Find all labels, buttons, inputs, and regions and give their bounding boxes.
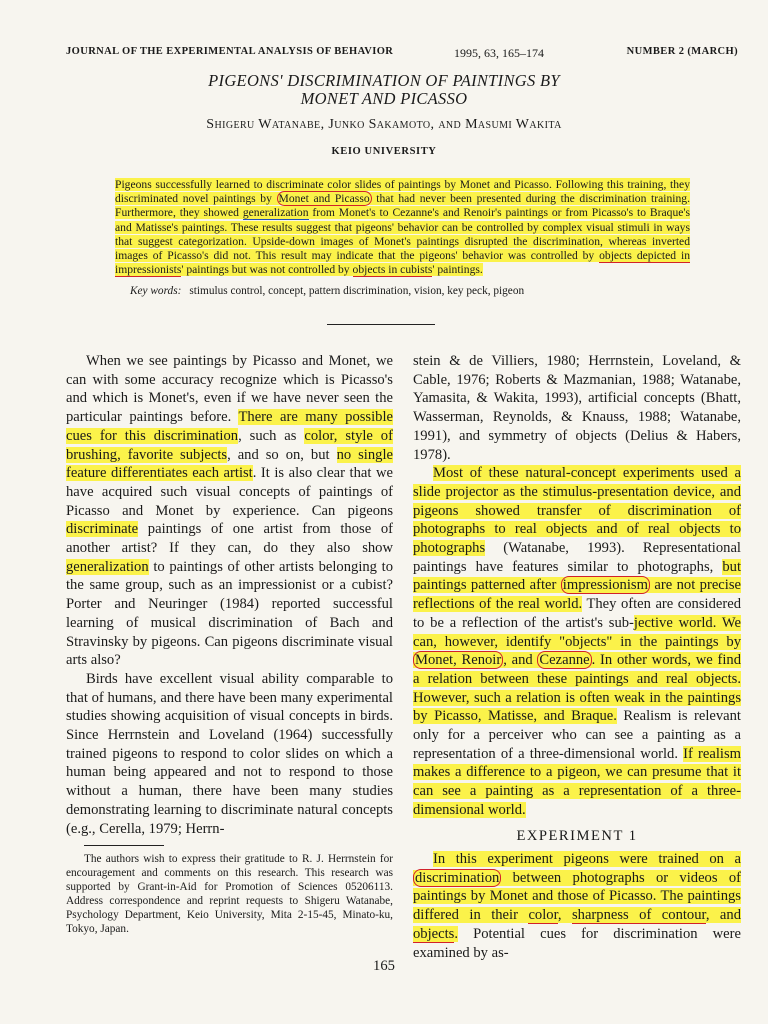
keywords-list: stimulus control, concept, pattern discrimination, vision, key peck, pigeon <box>189 285 525 297</box>
annotation-underline: sharpness of contour <box>571 907 706 924</box>
paragraph: In this experiment pigeons were trained on a discrimination between photographs or videos of paintings by Monet and those of Picasso. The paintings differed in their color, sharpness of contour, and objects. Potential cues for discrimination were examined by as- <box>413 851 742 961</box>
section-heading: EXPERIMENT 1 <box>516 828 638 844</box>
paragraph: Birds have excellent visual ability comparable to that of humans, and there have been many experimental studies showing acquisition of visual concepts in birds. Since Herrnstein and Loveland (1964) successfully trained pigeons to respond to color slides on which a human being appeared and not to respond to those without a human, there have been many studies demonstrating learning to discriminate natural concepts (e.g., Cerella, 1979; Herrn- <box>66 670 393 837</box>
keywords <box>130 285 690 297</box>
left-column <box>66 352 393 838</box>
abstract-annotation-circle: Monet and Picasso <box>278 192 370 206</box>
affiliation: KEIO UNIVERSITY <box>331 146 437 157</box>
annotation-underline: color <box>528 907 558 924</box>
abstract-annotation-underline: objects in cubists <box>352 263 433 277</box>
annotation-circle: Monet, Renoir <box>415 652 502 669</box>
annotation-circle: Cezanne <box>539 652 590 669</box>
abstract: Pigeons successfully learned to discriminate color slides of paintings by Monet and Picasso. Following this training, they discriminated novel paintings by Monet and Picasso that had never been presented during the discrimination training. Furthermore, they showed generalization from Monet's to Cezanne's and Renoir's paintings or from Picasso's to Braque's and Matisse's paintings. These results suggest that pigeons' behavior can be controlled by complex visual stimuli in ways that suggest categorization. Upside-down images of Monet's paintings disrupted the discrimination, whereas inverted images of Picasso's did not. This result may indicate that the pigeons' behavior was controlled by objects depicted in impressionists' paintings but was not controlled by objects in cubists' paintings. <box>115 178 691 277</box>
authors: Shigeru Watanabe, Junko Sakamoto, and Masumi Wakita <box>206 117 562 132</box>
title-line-1: PIGEONS' DISCRIMINATION OF PAINTINGS BY <box>208 71 560 90</box>
journal-name: JOURNAL OF THE EXPERIMENTAL ANALYSIS OF BEHAVIOR <box>66 46 394 57</box>
footnote: The authors wish to express their gratitude to R. J. Herrnstein for encouragement and comments on this research. This research was supported by Grant-in-Aid for Promotion of Sciences 05206113. Address correspondence and reprint requests to Shigeru Watanabe, Psychology Department, Keio University, Mita 2-15-45, Minato-ku, Tokyo, Japan. <box>66 853 393 935</box>
title-line-2: MONET AND PICASSO <box>300 89 468 108</box>
footnote-divider <box>84 845 164 846</box>
issue-number: NUMBER 2 (MARCH) <box>626 46 738 57</box>
running-header <box>66 46 738 62</box>
section-divider <box>327 324 435 325</box>
annotation-underline: objects <box>413 925 455 942</box>
experiment-paragraph <box>413 850 741 962</box>
paragraph: When we see paintings by Picasso and Monet, we can with some accuracy recognize which is Picasso's and which is Monet's, even if we have never seen the particular paintings before. There are many possible cues for this discrimination, such as color, style of brushing, favorite subjects, and so on, but no single feature differentiates each artist. It is also clear that we have acquired such visual concepts of paintings of Picasso and Monet by experience. Can pigeons discriminate paintings of one artist from those of another artist? If they can, do they also show generalization to paintings of other artists belonging to the same group, such as an impressionist or a cubist? Porter and Neuringer (1984) reported successful learning of musical discrimination of Bach and Stravinsky by pigeons. Can pigeons discriminate visual arts also? <box>66 353 393 669</box>
abstract-annotation-underline: objects depicted in impressionists <box>115 249 690 277</box>
paragraph: Most of these natural-concept experiments used a slide projector as the stimulus-presentation device, and pigeons showed transfer of discrimination of photographs to real objects and of real objects to photographs (Watanabe, 1993). Representational paintings have features similar to photographs, but paintings patterned after impressionism are not precise reflections of the real world. They often are considered to be a reflection of the artist's sub-jective world. We can, however, identify "objects" in the paintings by Monet, Renoir , and Cezanne . In other words, we find a relation between these paintings and real objects. However, such a relation is often weak in the paintings by Picasso, Matisse, and Braque. Realism is relevant only for a perceiver who can see a painting as a representation of a three-dimensional world. If realism makes a difference to a pigeon, we can presume that it can see a painting as a representation of a three-dimensional world. <box>413 465 741 818</box>
page-number: 165 <box>373 958 395 974</box>
article-title <box>0 72 768 108</box>
paragraph: stein & de Villiers, 1980; Herrnstein, Loveland, & Cable, 1976; Roberts & Mazmanian, 1988; Watanabe, Yamasita, & Wakita, 1993), artificial concepts (Bhatt, Wasserman, Reynolds, & Knauss, 1988; Watanabe, 1991), and symmetry of objects (Delius & Habers, 1978). <box>413 353 741 463</box>
annotation-circle: discrimination <box>415 869 500 886</box>
annotation-circle: impressionism <box>562 577 648 594</box>
keywords-label: Key words: <box>130 285 182 297</box>
year-volume-pages: 1995, 63, 165–174 <box>454 46 544 60</box>
right-column <box>413 352 741 820</box>
abstract-annotation-underline-blue: generalization <box>242 206 309 220</box>
